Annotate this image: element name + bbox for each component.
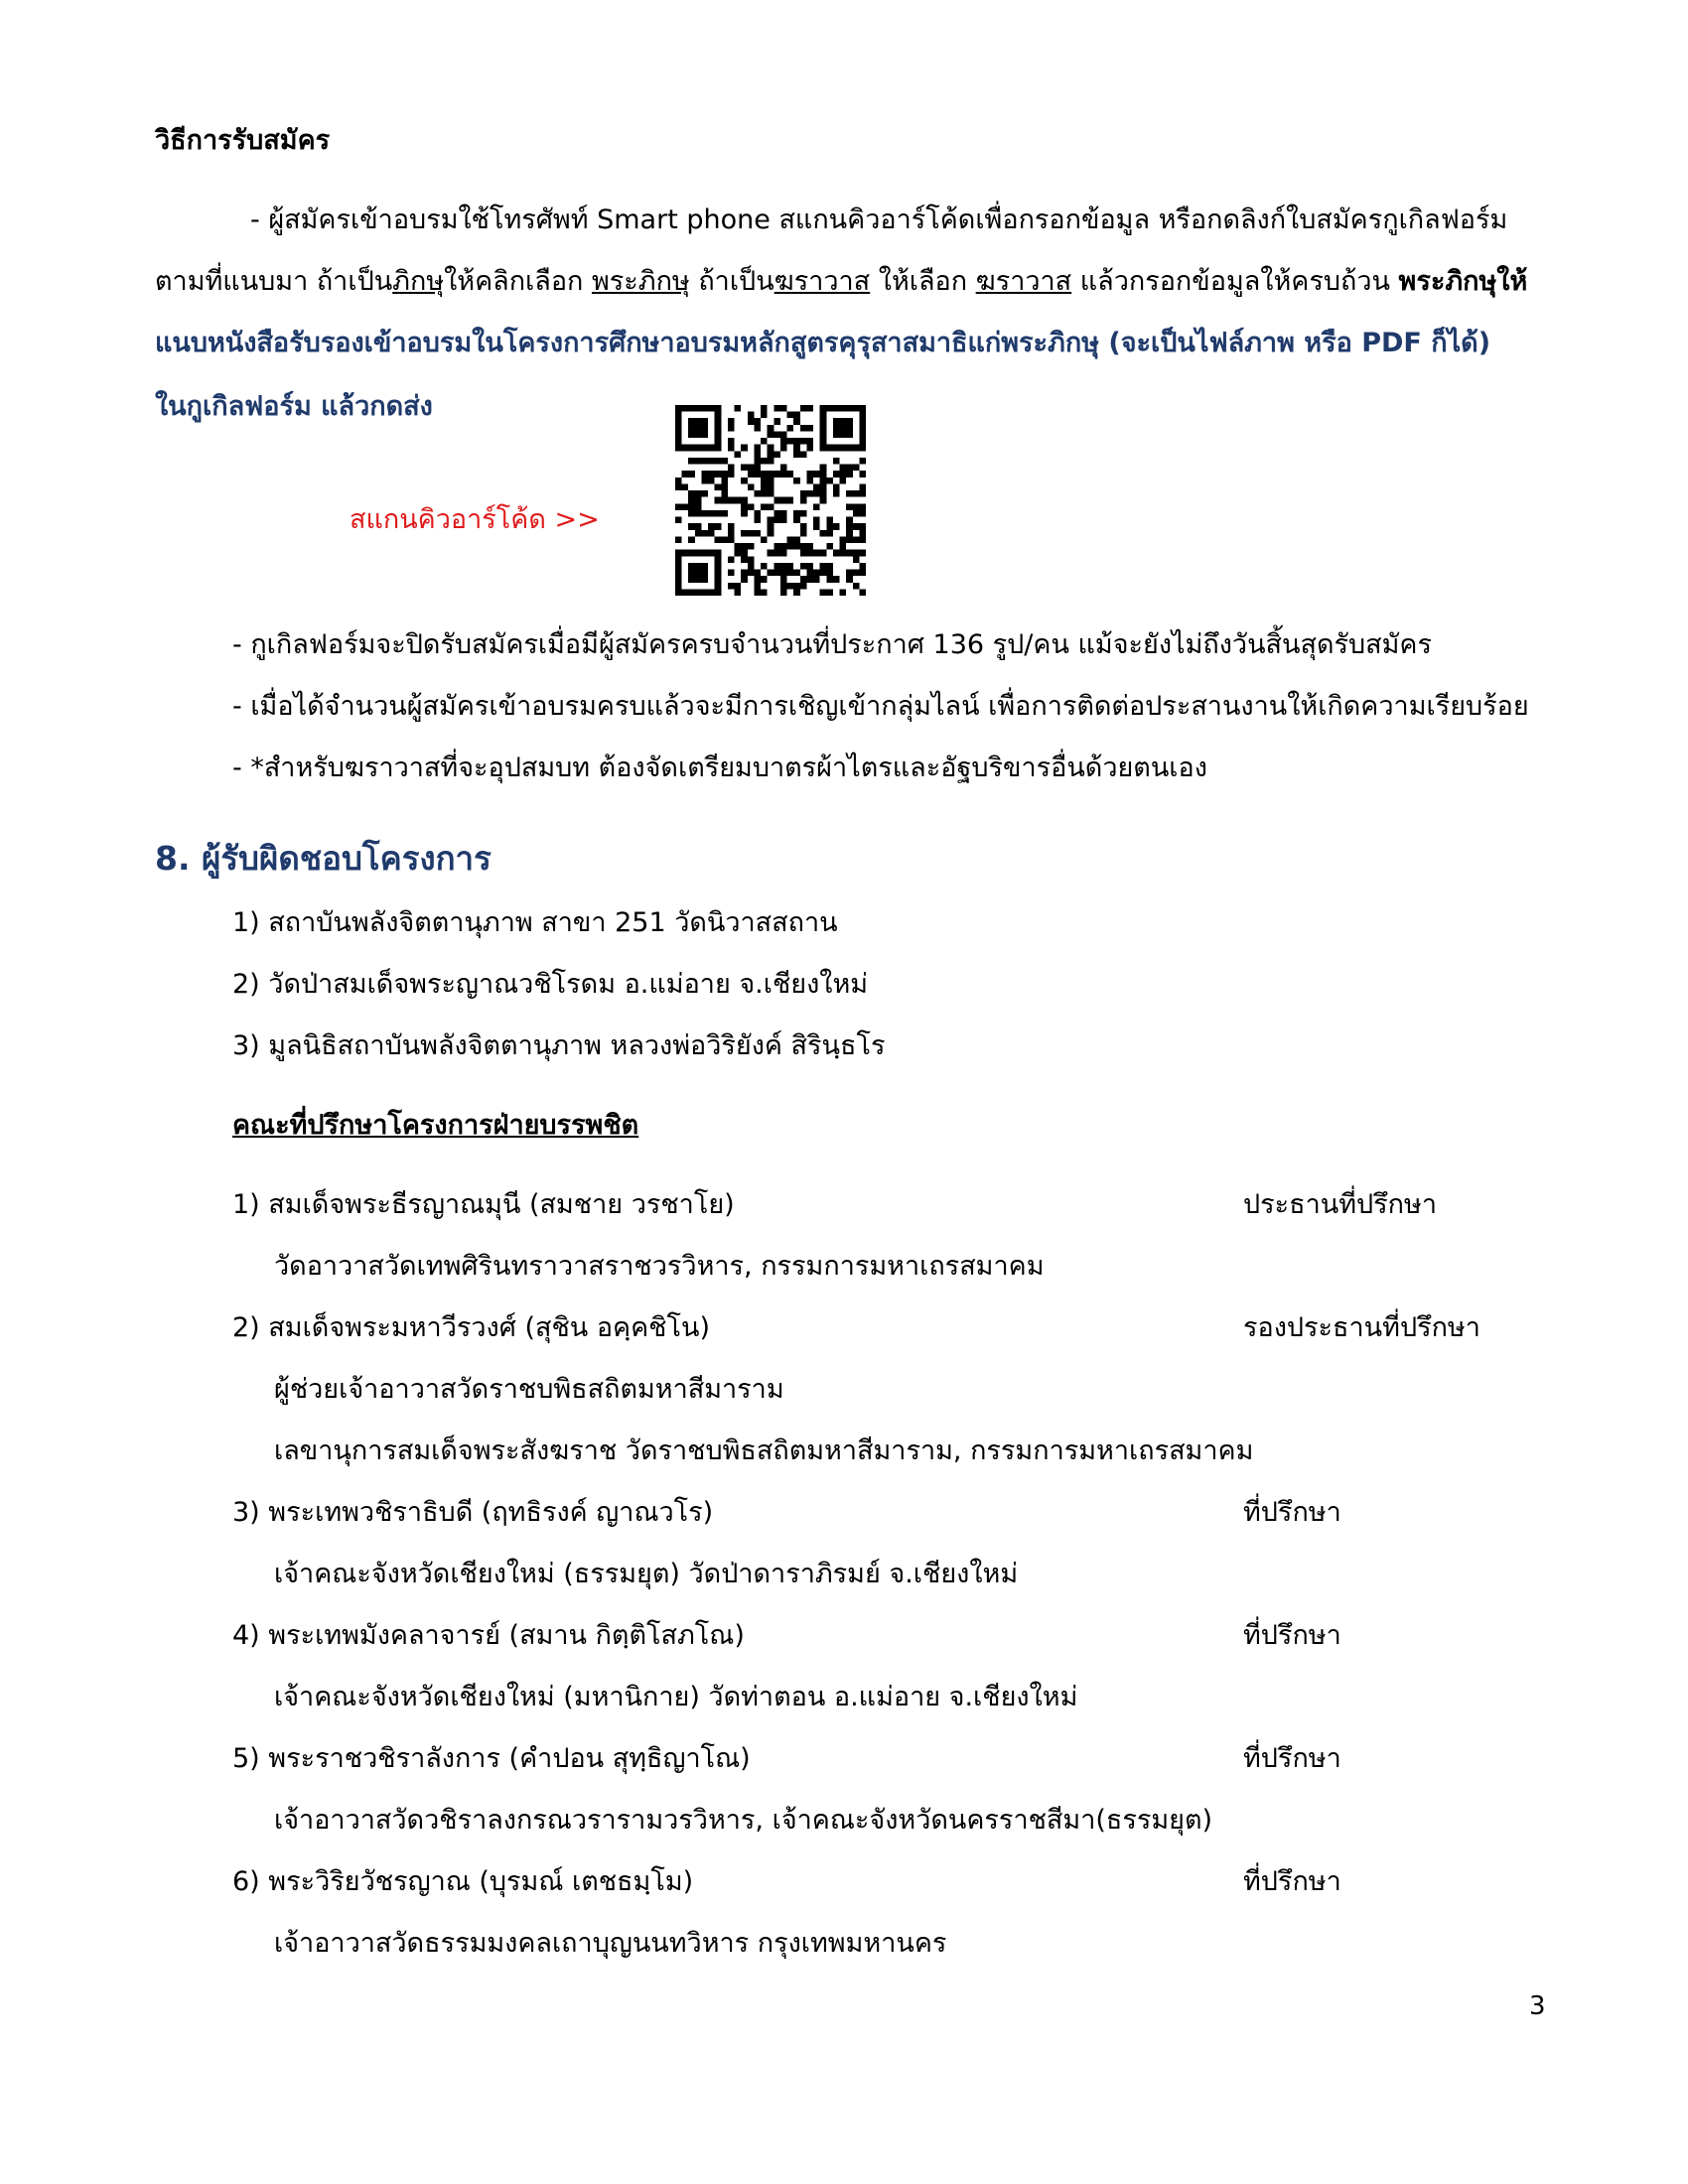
monk-underlined: ภิกษุ: [392, 266, 445, 297]
bullet-item-3: - *สำหรับฆราวาสที่จะอุปสมบท ต้องจัดเตรียมบาตรผ้าไตรและอัฐบริขารอื่นด้วยตนเอง: [232, 752, 1207, 783]
section-8-heading: 8. ผู้รับผิดชอบโครงการ: [155, 839, 492, 878]
page-number: 3: [1529, 1991, 1546, 2021]
monk-certificate-note: แนบหนังสือรับรองเข้าอบรมในโครงการศึกษาอบรมหลักสูตรคุรุสาสมาธิแก่พระภิกษุ (จะเป็นไฟล์ภาพ หรือ PDF ก็ได้): [155, 328, 1491, 358]
application-title: วิธีการรับสมัคร: [155, 125, 331, 156]
advisor-detail-3: เจ้าคณะจังหวัดเชียงใหม่ (ธรรมยุต) วัดป่าดาราภิรมย์ จ.เชียงใหม่: [274, 1559, 1019, 1589]
responsible-item-3: 3) มูลนิธิสถาบันพลังจิตตานุภาพ หลวงพ่อวิริยังค์ สิรินฺธโร: [232, 1030, 886, 1061]
qr-label: สแกนคิวอาร์โค้ด >>: [350, 504, 600, 535]
text-segment: ให้คลิกเลือก: [444, 266, 592, 297]
bullet-item-1: - กูเกิลฟอร์มจะปิดรับสมัครเมื่อมีผู้สมัครครบจำนวนที่ประกาศ 136 รูป/คน แม้จะยังไม่ถึงวันสิ้นสุดรับสมัคร: [232, 629, 1432, 660]
advisor-role-2: รองประธานที่ปรึกษา: [1243, 1312, 1480, 1343]
advisors-heading: คณะที่ปรึกษาโครงการฝ่ายบรรพชิต: [232, 1110, 639, 1141]
advisor-name-2: 2) สมเด็จพระมหาวีรวงศ์ (สุชิน อคฺคชิโน): [232, 1312, 710, 1343]
advisor-name-3: 3) พระเทพวชิราธิบดี (ฤทธิรงค์ ญาณวโร): [232, 1497, 714, 1528]
advisor-detail-2a: ผู้ช่วยเจ้าอาวาสวัดราชบพิธสถิตมหาสีมาราม: [274, 1374, 784, 1405]
advisor-detail-1: วัดอาวาสวัดเทพศิรินทราวาสราชวรวิหาร, กรรมการมหาเถรสมาคม: [274, 1251, 1045, 1282]
application-paragraph-1: - ผู้สมัครเข้าอบรมใช้โทรศัพท์ Smart phone สแกนคิวอาร์โค้ดเพื่อกรอกข้อมูล หรือกดลิงก์ใบสมัครกูเกิลฟอร์ม: [250, 205, 1508, 235]
advisor-role-1: ประธานที่ปรึกษา: [1243, 1189, 1437, 1220]
advisor-name-6: 6) พระวิริยวัชรญาณ (บุรมณ์ เตชธมฺโม): [232, 1866, 694, 1897]
google-form-note: ในกูเกิลฟอร์ม แล้วกดส่ง: [155, 391, 433, 422]
advisor-role-5: ที่ปรึกษา: [1243, 1743, 1341, 1774]
responsible-item-2: 2) วัดป่าสมเด็จพระญาณวชิโรดม อ.แม่อาย จ.เชียงใหม่: [232, 969, 869, 1000]
advisor-detail-6: เจ้าอาวาสวัดธรรมมงคลเถาบุญนนทวิหาร กรุงเทพมหานคร: [274, 1928, 947, 1959]
text-segment: ให้เลือก: [870, 266, 976, 297]
monk-option-underlined: พระภิกษุ: [591, 266, 690, 297]
advisor-role-6: ที่ปรึกษา: [1243, 1866, 1341, 1897]
advisor-role-3: ที่ปรึกษา: [1243, 1497, 1341, 1528]
advisor-detail-5: เจ้าอาวาสวัดวชิราลงกรณวรารามวรวิหาร, เจ้าคณะจังหวัดนครราชสีมา(ธรรมยุต): [274, 1805, 1213, 1836]
text-segment: ถ้าเป็น: [689, 266, 774, 297]
text-segment: ตามที่แนบมา ถ้าเป็น: [155, 266, 393, 297]
advisor-name-5: 5) พระราชวชิราลังการ (คำปอน สุทฺธิญาโณ): [232, 1743, 751, 1774]
advisor-detail-2b: เลขานุการสมเด็จพระสังฆราช วัดราชบพิธสถิตมหาสีมาราม, กรรมการมหาเถรสมาคม: [274, 1435, 1254, 1466]
application-paragraph-2: [155, 264, 1527, 300]
layperson-option-underlined: ฆราวาส: [975, 266, 1072, 297]
advisor-role-4: ที่ปรึกษา: [1243, 1620, 1341, 1651]
responsible-item-1: 1) สถาบันพลังจิตตานุภาพ สาขา 251 วัดนิวาสสถาน: [232, 907, 838, 938]
advisor-name-1: 1) สมเด็จพระธีรญาณมุนี (สมชาย วรชาโย): [232, 1189, 735, 1220]
layperson-underlined: ฆราวาส: [774, 266, 871, 297]
bullet-item-2: - เมื่อได้จำนวนผู้สมัครเข้าอบรมครบแล้วจะมีการเชิญเข้ากลุ่มไลน์ เพื่อการติดต่อประสานงานให้เกิดความเรียบร้อย: [232, 691, 1529, 722]
advisor-detail-4: เจ้าคณะจังหวัดเชียงใหม่ (มหานิกาย) วัดท่าตอน อ.แม่อาย จ.เชียงใหม่: [274, 1682, 1078, 1712]
monk-note-bold: พระภิกษุให้: [1398, 266, 1528, 297]
qr-code-icon[interactable]: [675, 405, 866, 596]
text-segment: แล้วกรอกข้อมูลให้ครบถ้วน: [1071, 266, 1399, 297]
advisor-name-4: 4) พระเทพมังคลาจารย์ (สมาน กิตฺติโสภโณ): [232, 1620, 745, 1651]
